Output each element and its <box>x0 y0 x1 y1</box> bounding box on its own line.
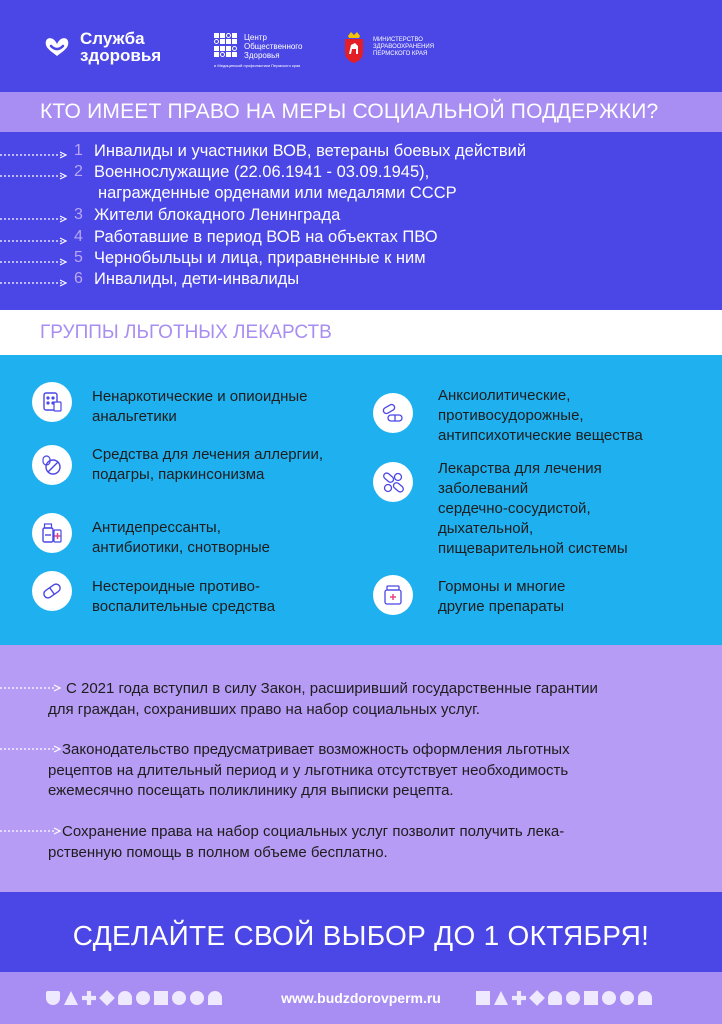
list-text: Чернобыльцы и лица, приравненные к ним <box>94 249 426 267</box>
drug-group-line: Антидепрессанты, <box>92 519 221 536</box>
law-info-block <box>0 645 722 892</box>
ministry-line-2: ЗДРАВООХРАНЕНИЯ <box>373 43 435 50</box>
coat-of-arms-icon <box>343 30 365 64</box>
list-text: Жители блокадного Ленинграда <box>94 206 341 224</box>
pills-icon <box>32 445 72 485</box>
drug-group-line: антибиотики, снотворные <box>92 539 270 556</box>
medicine-bottle-icon <box>32 513 72 553</box>
drug-group-text <box>92 577 275 617</box>
drug-group-line: Нестероидные противо- <box>92 578 260 595</box>
paragraph-line: Сохранение права на набор социальных услуг позволит получить лека- <box>62 823 565 840</box>
pill-blister-icon <box>32 382 72 422</box>
drug-groups <box>0 355 722 645</box>
drug-group-line: другие препараты <box>438 598 565 615</box>
law-paragraph <box>48 822 685 863</box>
drug-group-line: Ненаркотические и опиоидные <box>92 388 308 405</box>
center-subtitle: и Медицинской профилактики Пермского края <box>214 63 301 68</box>
medicine-jar-icon <box>373 575 413 615</box>
drug-group-line: дыхательной, <box>438 520 534 537</box>
drug-groups-title: ГРУППЫ ЛЬГОТНЫХ ЛЕКАРСТВ <box>40 322 332 343</box>
list-text-continued: награжденные орденами или медалями СССР <box>98 184 457 202</box>
paragraph-line: рственную помощь в полном объеме бесплатно. <box>48 843 388 861</box>
dotted-arrow-icon <box>0 215 68 223</box>
list-text: Инвалиды, дети-инвалиды <box>94 270 300 288</box>
drug-group-line: подагры, паркинсонизма <box>92 466 265 483</box>
dotted-arrow-icon <box>0 279 68 287</box>
brand-line-2: здоровья <box>80 46 162 65</box>
drug-group-line: заболеваний <box>438 480 529 497</box>
ministry-logo <box>343 30 434 64</box>
decorative-shapes-right <box>476 991 652 1005</box>
dotted-arrow-icon <box>0 258 68 266</box>
brand-line-1: Служба <box>80 29 145 48</box>
drug-group-text <box>92 518 270 558</box>
heart-smile-icon <box>42 32 72 62</box>
center-line-2: Общественного <box>244 42 303 51</box>
ministry-line-1: МИНИСТЕРСТВО <box>373 36 423 43</box>
center-logo <box>214 33 303 68</box>
dotted-arrow-icon <box>0 151 68 159</box>
drug-groups-title-band <box>0 310 722 355</box>
dotted-arrow-icon <box>0 237 68 245</box>
list-number: 4 <box>74 228 83 245</box>
law-paragraph <box>48 679 685 720</box>
drug-group-line: Лекарства для лечения <box>438 460 602 477</box>
pill-mix-icon <box>373 462 413 502</box>
drug-group-line: противосудорожные, <box>438 407 584 424</box>
website-link[interactable]: www.budzdorovperm.ru <box>281 990 441 1006</box>
drug-group-text <box>92 445 323 485</box>
center-line-3: Здоровья <box>244 51 280 60</box>
paragraph-line: С 2021 года вступил в силу Закон, расширивший государственные гарантии <box>66 680 598 697</box>
capsule-icon <box>32 571 72 611</box>
ministry-line-3: ПЕРМСКОГО КРАЯ <box>373 50 428 57</box>
drug-group-line: сердечно-сосудистой, <box>438 500 591 517</box>
list-number: 1 <box>74 142 83 159</box>
list-text: Работавшие в период ВОВ на объектах ПВО <box>94 228 438 246</box>
list-number: 5 <box>74 249 83 266</box>
eligibility-title: КТО ИМЕЕТ ПРАВО НА МЕРЫ СОЦИАЛЬНОЙ ПОДДЕРЖКИ? <box>40 100 659 123</box>
list-number: 3 <box>74 206 83 223</box>
drug-group-line: Гормоны и многие <box>438 578 566 595</box>
call-to-action: СДЕЛАЙТЕ СВОЙ ВЫБОР ДО 1 ОКТЯБРЯ! <box>72 920 650 951</box>
list-number: 6 <box>74 270 83 287</box>
header <box>0 0 722 92</box>
sluzhba-zdorovya-logo <box>42 30 161 64</box>
paragraph-line: рецептов на длительный период и у льготника отсутствует необходимость <box>48 761 569 779</box>
bottom-section <box>0 892 722 1024</box>
drug-group-text <box>438 386 643 446</box>
drug-group-line: антипсихотические вещества <box>438 427 643 444</box>
drug-group-line: пищеварительной системы <box>438 540 628 557</box>
capsules-icon <box>373 393 413 433</box>
drug-group-text <box>438 577 565 617</box>
drug-group-line: Средства для лечения аллергии, <box>92 446 324 463</box>
drug-group-text <box>438 459 628 559</box>
drug-group-line: Анксиолитические, <box>438 387 571 404</box>
drug-group-text <box>92 387 308 427</box>
footer <box>0 972 722 1024</box>
paragraph-line: для граждан, сохранивших право на набор социальных услуг. <box>48 700 480 718</box>
list-text: Военнослужащие (22.06.1941 - 03.09.1945), <box>94 163 430 181</box>
law-paragraph <box>48 740 685 802</box>
dotted-arrow-icon <box>0 172 68 180</box>
center-line-1: Центр <box>244 33 267 42</box>
list-number: 2 <box>74 163 83 180</box>
eligibility-title-band <box>0 92 722 132</box>
list-text: Инвалиды и участники ВОВ, ветераны боевых действий <box>94 142 527 160</box>
drug-group-line: анальгетики <box>92 408 177 425</box>
drug-group-line: воспалительные средства <box>92 598 276 615</box>
dots-grid-icon <box>214 33 238 57</box>
eligibility-list <box>0 132 722 310</box>
paragraph-line: Законодательство предусматривает возможность оформления льготных <box>62 741 570 758</box>
paragraph-line: ежемесячно посещать поликлинику для выписки рецепта. <box>48 782 454 799</box>
